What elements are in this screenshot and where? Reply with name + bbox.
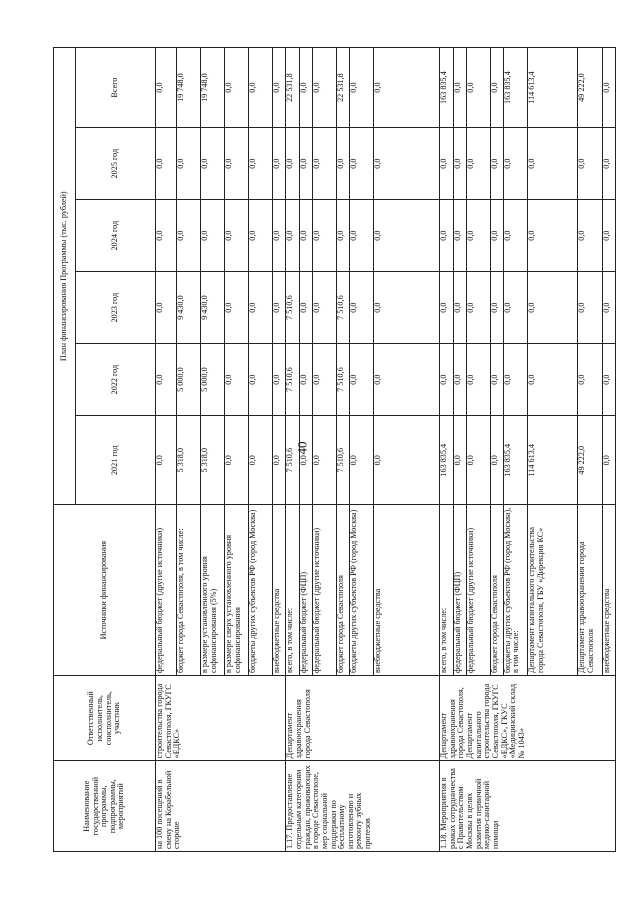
amount-cell: 0,0 xyxy=(299,272,312,344)
funding-source-cell: всего, в том числе: xyxy=(440,505,453,676)
funding-source-cell: бюджеты других субъектов РФ (город Москва) xyxy=(350,505,374,676)
total-cell: 0,0 xyxy=(273,48,286,128)
amount-cell: 0,0 xyxy=(490,344,503,416)
amount-cell: 114 613,4 xyxy=(528,416,578,505)
header-total: Всего xyxy=(76,48,156,128)
amount-cell: 0,0 xyxy=(225,128,249,200)
amount-cell: 0,0 xyxy=(373,416,439,505)
total-cell: 49 222,0 xyxy=(578,48,602,128)
amount-cell: 0,0 xyxy=(503,128,527,200)
total-cell: 0,0 xyxy=(490,48,503,128)
amount-cell: 0,0 xyxy=(286,128,299,200)
amount-cell: 9 430,0 xyxy=(177,272,201,344)
amount-cell: 0,0 xyxy=(312,272,336,344)
amount-cell: 0,0 xyxy=(602,272,615,344)
amount-cell: 0,0 xyxy=(440,128,453,200)
amount-cell: 0,0 xyxy=(466,344,490,416)
funding-source-cell: бюджеты других субъектов РФ (город Москва), в том числе: xyxy=(503,505,527,676)
amount-cell: 0,0 xyxy=(336,128,349,200)
amount-cell: 0,0 xyxy=(490,272,503,344)
amount-cell: 0,0 xyxy=(503,272,527,344)
total-cell: 19 748,0 xyxy=(201,48,225,128)
amount-cell: 0,0 xyxy=(466,128,490,200)
amount-cell: 0,0 xyxy=(578,128,602,200)
funding-source-cell: бюджет города Севастополя, в том числе: xyxy=(177,505,201,676)
amount-cell: 0,0 xyxy=(453,128,466,200)
amount-cell: 0,0 xyxy=(602,200,615,272)
total-cell: 0,0 xyxy=(602,48,615,128)
amount-cell: 0,0 xyxy=(225,200,249,272)
amount-cell: 0,0 xyxy=(373,200,439,272)
total-cell: 163 835,4 xyxy=(440,48,453,128)
header-source: Источники финансирования xyxy=(54,505,156,676)
amount-cell: 0,0 xyxy=(602,128,615,200)
funding-source-cell: федеральный бюджет (другие источники) xyxy=(312,505,336,676)
total-cell: 0,0 xyxy=(299,48,312,128)
amount-cell: 0,0 xyxy=(440,272,453,344)
funding-source-cell: федеральный бюджет (ФЦП) xyxy=(299,505,312,676)
amount-cell: 0,0 xyxy=(528,128,578,200)
amount-cell: 0,0 xyxy=(503,200,527,272)
total-cell: 22 531,8 xyxy=(336,48,349,128)
rotated-table-wrapper xyxy=(53,47,616,852)
amount-cell: 0,0 xyxy=(312,200,336,272)
amount-cell: 0,0 xyxy=(466,416,490,505)
amount-cell: 0,0 xyxy=(249,200,273,272)
funding-source-cell: внебюджетные средства xyxy=(602,505,615,676)
header-responsible: Ответственный исполнитель, соисполнитель, участник xyxy=(54,676,156,761)
total-cell: 0,0 xyxy=(249,48,273,128)
total-cell: 0,0 xyxy=(156,48,177,128)
total-cell: 0,0 xyxy=(466,48,490,128)
amount-cell: 0,0 xyxy=(273,200,286,272)
financing-table xyxy=(53,47,616,852)
total-cell: 0,0 xyxy=(373,48,439,128)
amount-cell: 0,0 xyxy=(373,272,439,344)
amount-cell: 0,0 xyxy=(299,200,312,272)
amount-cell: 0,0 xyxy=(201,128,225,200)
amount-cell: 0,0 xyxy=(312,416,336,505)
amount-cell: 0,0 xyxy=(201,200,225,272)
header-year: 2024 год xyxy=(76,200,156,272)
responsible-cell: строительства города Севастополя, ГКУГС «ЕДКС» xyxy=(156,676,286,761)
amount-cell: 5 000,0 xyxy=(177,344,201,416)
funding-source-cell: бюджет города Севастополя xyxy=(490,505,503,676)
funding-source-cell: всего, в том числе: xyxy=(286,505,299,676)
amount-cell: 0,0 xyxy=(453,272,466,344)
header-year: 2021 год xyxy=(76,416,156,505)
total-cell: 0,0 xyxy=(312,48,336,128)
table-row xyxy=(440,48,453,852)
amount-cell: 0,0 xyxy=(602,416,615,505)
funding-source-cell: в размере установленного уровня софинансирования (5%) xyxy=(201,505,225,676)
funding-source-cell: в размере сверх установленного уровня софинансирования xyxy=(225,505,249,676)
table-row xyxy=(286,48,299,852)
funding-source-cell: внебюджетные средства xyxy=(373,505,439,676)
header-year: 2022 год xyxy=(76,344,156,416)
amount-cell: 0,0 xyxy=(156,416,177,505)
amount-cell: 0,0 xyxy=(490,200,503,272)
amount-cell: 0,0 xyxy=(249,344,273,416)
total-cell: 163 835,4 xyxy=(503,48,527,128)
amount-cell: 0,0 xyxy=(177,200,201,272)
measure-name-cell: на 100 посещений в смену на Корабельной стороне xyxy=(156,761,286,852)
amount-cell: 9 430,0 xyxy=(201,272,225,344)
total-cell: 0,0 xyxy=(350,48,374,128)
funding-source-cell: федеральный бюджет (другие источники) xyxy=(156,505,177,676)
amount-cell: 0,0 xyxy=(312,344,336,416)
amount-cell: 0,0 xyxy=(440,200,453,272)
responsible-cell: Департамент здравоохранения города Севастополя xyxy=(286,676,440,761)
amount-cell: 7 510,6 xyxy=(336,272,349,344)
header-plan: План финансирования Программы (тыс. рублей) xyxy=(54,48,76,505)
amount-cell: 5 000,0 xyxy=(201,344,225,416)
amount-cell: 0,0 xyxy=(156,200,177,272)
amount-cell: 0,0 xyxy=(225,416,249,505)
amount-cell: 0,0 xyxy=(286,200,299,272)
amount-cell: 0,0 xyxy=(273,344,286,416)
amount-cell: 5 318,0 xyxy=(201,416,225,505)
measure-name-cell: 1.18. Мероприятия в рамках сотрудничества с Правительством Москвы в целях развития первичной медико-санитарной помощи xyxy=(440,761,616,852)
amount-cell: 0,0 xyxy=(453,344,466,416)
amount-cell: 0,0 xyxy=(249,272,273,344)
amount-cell: 0,0 xyxy=(350,128,374,200)
amount-cell: 0,0 xyxy=(273,272,286,344)
amount-cell: 0,0 xyxy=(578,200,602,272)
amount-cell: 0,0 xyxy=(273,416,286,505)
amount-cell: 0,0 xyxy=(273,128,286,200)
amount-cell: 0,0 xyxy=(528,200,578,272)
amount-cell: 0,0 xyxy=(578,272,602,344)
amount-cell: 163 835,4 xyxy=(503,416,527,505)
amount-cell: 0,0 xyxy=(373,128,439,200)
amount-cell: 0,0 xyxy=(453,200,466,272)
amount-cell: 0,0 xyxy=(350,200,374,272)
amount-cell: 0,0 xyxy=(578,344,602,416)
funding-source-cell: федеральный бюджет (ФЦП) xyxy=(453,505,466,676)
amount-cell: 0,0 xyxy=(225,272,249,344)
amount-cell: 0,0 xyxy=(299,344,312,416)
funding-source-cell: внебюджетные средства xyxy=(273,505,286,676)
total-cell: 0,0 xyxy=(225,48,249,128)
table-row xyxy=(156,48,177,852)
amount-cell: 0,0 xyxy=(466,272,490,344)
funding-source-cell: бюджеты других субъектов РФ (город Москва) xyxy=(249,505,273,676)
amount-cell: 163 835,4 xyxy=(440,416,453,505)
total-cell: 0,0 xyxy=(453,48,466,128)
amount-cell: 0,0 xyxy=(249,416,273,505)
amount-cell: 0,0 xyxy=(503,344,527,416)
amount-cell: 7 510,6 xyxy=(336,416,349,505)
measure-name-cell: 1.17. Предоставление отдельным категориям граждан, проживающих в городе Севастополе, мер социальной поддержки по бесплатному изготовлению и ремонту зубных протезов xyxy=(286,761,440,852)
amount-cell: 0,0 xyxy=(440,344,453,416)
amount-cell: 5 318,0 xyxy=(177,416,201,505)
total-cell: 22 531,8 xyxy=(286,48,299,128)
page-number: 40 xyxy=(294,441,310,455)
amount-cell: 0,0 xyxy=(490,416,503,505)
amount-cell: 0,0 xyxy=(490,128,503,200)
header-name: Наименование государственной программы, подпрограммы, мероприятий xyxy=(54,761,156,852)
amount-cell: 7 510,6 xyxy=(286,272,299,344)
table-body xyxy=(156,48,616,852)
total-cell: 114 613,4 xyxy=(528,48,578,128)
amount-cell: 7 510,6 xyxy=(286,416,299,505)
header-year: 2023 год xyxy=(76,272,156,344)
amount-cell: 0,0 xyxy=(528,272,578,344)
amount-cell: 7 510,6 xyxy=(336,344,349,416)
amount-cell: 0,0 xyxy=(528,344,578,416)
amount-cell: 0,0 xyxy=(453,416,466,505)
amount-cell: 7 510,6 xyxy=(286,344,299,416)
amount-cell: 0,0 xyxy=(156,344,177,416)
amount-cell: 0,0 xyxy=(177,128,201,200)
amount-cell: 0,0 xyxy=(350,344,374,416)
amount-cell: 0,0 xyxy=(466,200,490,272)
amount-cell: 0,0 xyxy=(249,128,273,200)
responsible-cell: Департамент здравоохранения города Севастополя, Департамент капитального строительства города Севастополя, ГКУГС «ЕДКС», ГКУС «Медицинский склад № 1043» xyxy=(440,676,616,761)
funding-source-cell: Департамент капитального строительства города Севастополя, ГБУ «Дирекция КС» xyxy=(528,505,578,676)
amount-cell: 0,0 xyxy=(373,344,439,416)
amount-cell: 49 222,0 xyxy=(578,416,602,505)
amount-cell: 0,0 xyxy=(312,128,336,200)
funding-source-cell: федеральный бюджет (другие источники) xyxy=(466,505,490,676)
funding-source-cell: Департамент здравоохранения города Севастополя xyxy=(578,505,602,676)
amount-cell: 0,0 xyxy=(299,416,312,505)
amount-cell: 0,0 xyxy=(336,200,349,272)
header-year: 2025 год xyxy=(76,128,156,200)
amount-cell: 0,0 xyxy=(156,272,177,344)
amount-cell: 0,0 xyxy=(602,344,615,416)
total-cell: 19 748,0 xyxy=(177,48,201,128)
amount-cell: 0,0 xyxy=(299,128,312,200)
amount-cell: 0,0 xyxy=(350,272,374,344)
amount-cell: 0,0 xyxy=(156,128,177,200)
amount-cell: 0,0 xyxy=(225,344,249,416)
funding-source-cell: бюджет города Севастополя xyxy=(336,505,349,676)
amount-cell: 0,0 xyxy=(350,416,374,505)
